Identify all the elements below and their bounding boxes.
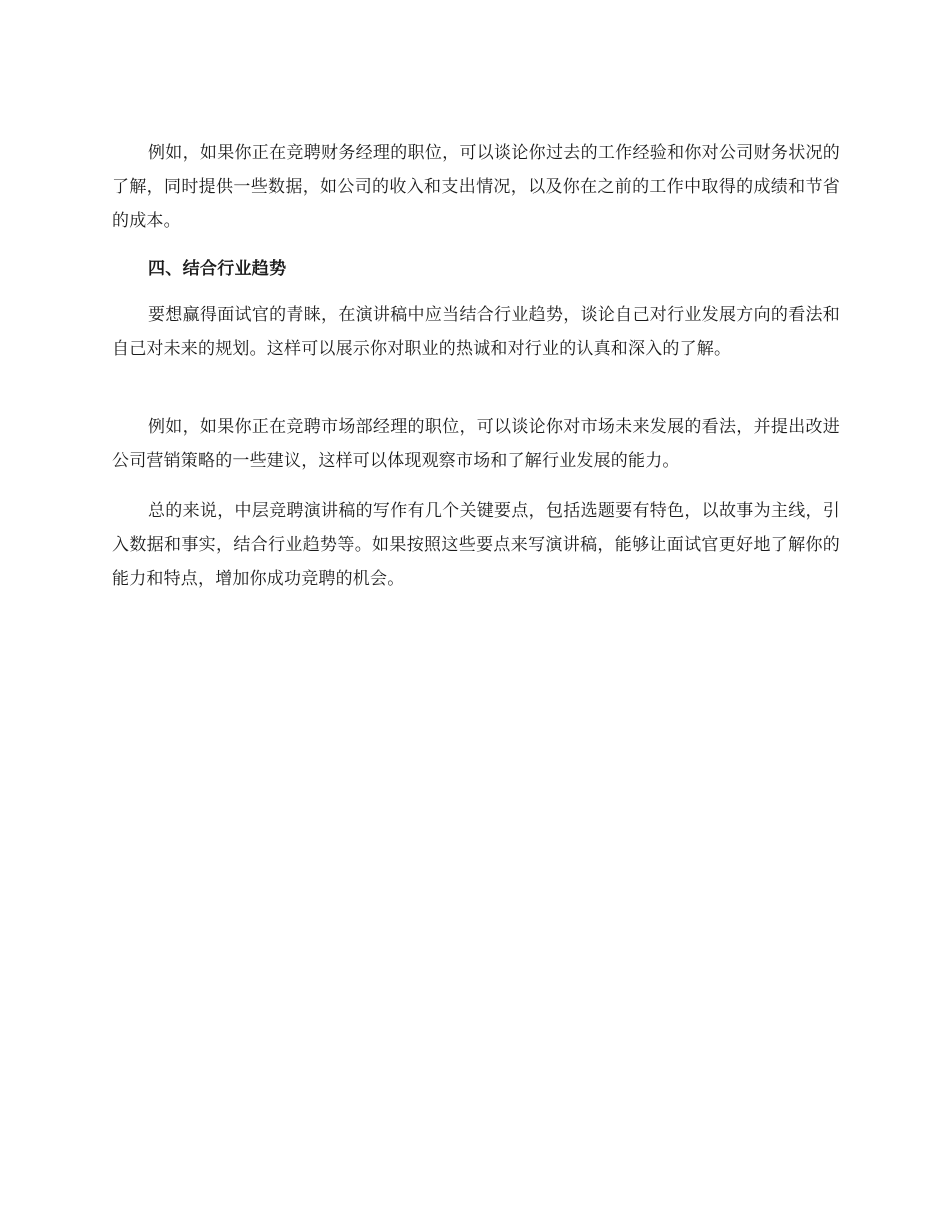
paragraph-marketing-example: 例如，如果你正在竞聘市场部经理的职位，可以谈论你对市场未来发展的看法，并提出改进公司营销策略的一些建议，这样可以体现观察市场和了解行业发展的能力。 [112,417,840,471]
document-page [112,136,840,596]
paragraph-summary: 总的来说，中层竞聘演讲稿的写作有几个关键要点，包括选题要有特色，以故事为主线，引入数据和事实，结合行业趋势等。如果按照这些要点来写演讲稿，能够让面试官更好地了解你的能力和特点，增加你成功竞聘的机会。 [112,501,840,589]
paragraph-industry-trends: 要想赢得面试官的青睐，在演讲稿中应当结合行业趋势，谈论自己对行业发展方向的看法和自己对未来的规划。这样可以展示你对职业的热诚和对行业的认真和深入的了解。 [112,305,840,359]
section-heading: 四、结合行业趋势 [148,259,287,279]
paragraph-finance-example: 例如，如果你正在竞聘财务经理的职位，可以谈论你过去的工作经验和你对公司财务状况的了解，同时提供一些数据，如公司的收入和支出情况，以及你在之前的工作中取得的成绩和节省的成本。 [112,143,840,231]
